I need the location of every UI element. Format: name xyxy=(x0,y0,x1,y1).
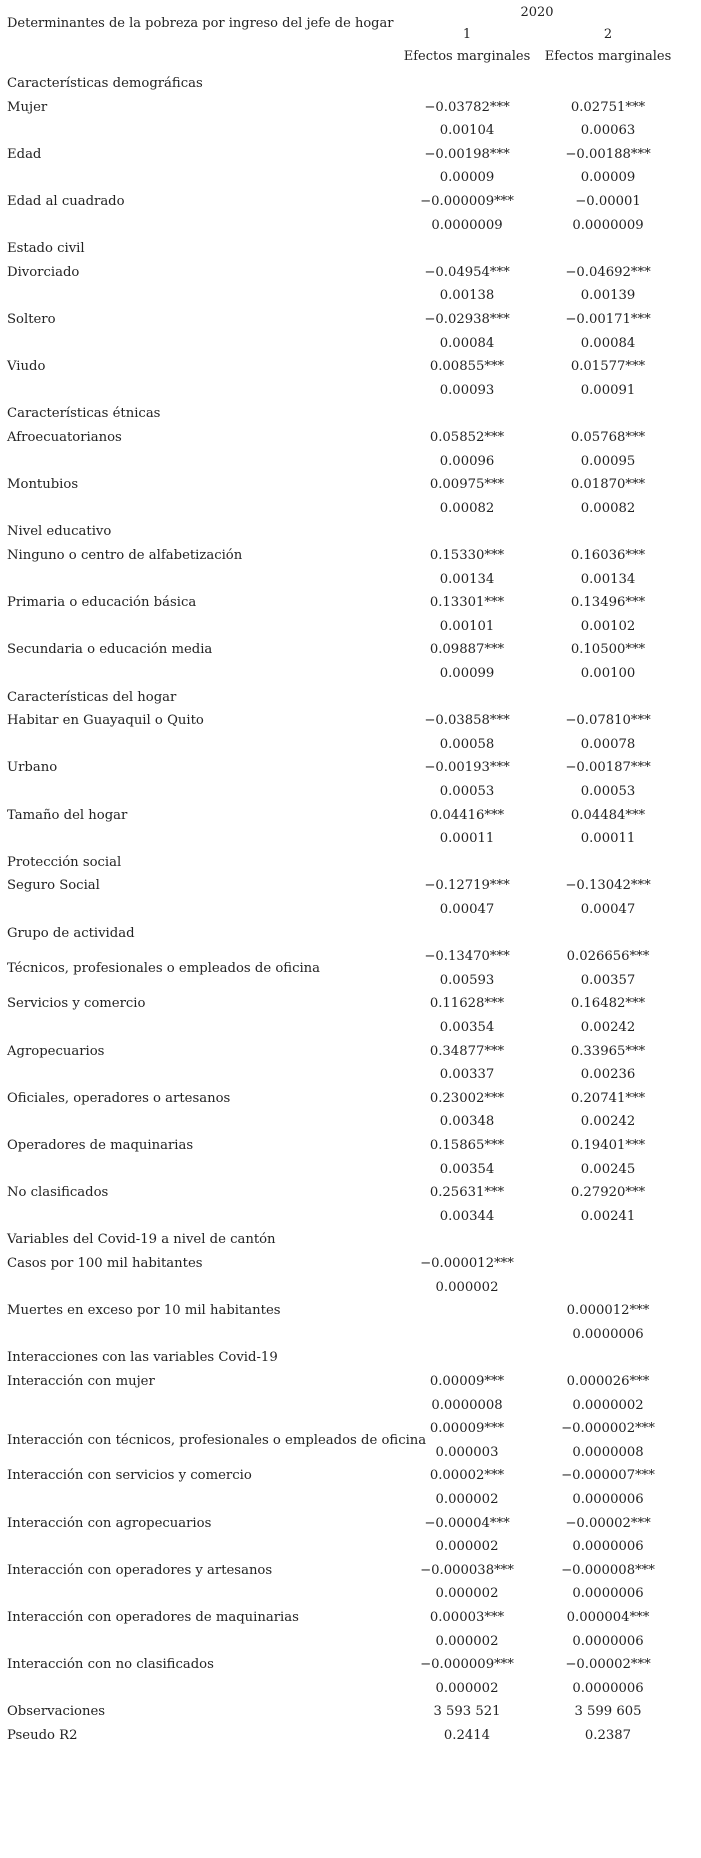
stderr-col2: 0.0000006 xyxy=(572,1633,644,1649)
stderr-col1: 0.0000008 xyxy=(431,1397,503,1413)
stderr-col1: 0.00138 xyxy=(439,288,495,304)
coef-col1: 0.00002*** xyxy=(429,1468,505,1484)
stderr-col1: 0.00354 xyxy=(439,1020,495,1035)
stderr-col1: 0.00058 xyxy=(439,736,495,752)
section-heading: Interacciones con las variables Covid-19 xyxy=(7,1350,278,1366)
coef-col2: 0.000012*** xyxy=(566,1303,650,1319)
stderr-col1: 0.000002 xyxy=(435,1586,499,1602)
summary-label: Pseudo R2 xyxy=(7,1728,78,1743)
coef-col2: −0.00002*** xyxy=(565,1515,651,1531)
stderr-col1: 0.00104 xyxy=(439,123,495,139)
stderr-col1: 0.00047 xyxy=(439,902,495,917)
variable-label: Agropecuarios xyxy=(7,1043,105,1059)
stderr-col2: 0.00091 xyxy=(580,382,636,398)
coef-col2: 0.000004*** xyxy=(566,1610,650,1625)
stderr-col2: 0.00082 xyxy=(580,500,636,516)
summary-col1: 3 593 521 xyxy=(433,1704,501,1720)
variable-label: Soltero xyxy=(7,312,56,327)
stderr-col1: 0.00011 xyxy=(439,831,495,847)
variable-label: Casos por 100 mil habitantes xyxy=(7,1256,203,1271)
summary-col1: 0.2414 xyxy=(443,1728,491,1743)
coef-col1: −0.000012*** xyxy=(420,1256,514,1271)
coef-col1: 0.00855*** xyxy=(429,359,505,375)
stderr-col2: 0.00242 xyxy=(580,1020,636,1035)
stderr-col2: 0.00139 xyxy=(580,288,636,304)
coef-col1: −0.00198*** xyxy=(424,146,510,162)
variable-label: Urbano xyxy=(7,760,58,776)
coef-col1: −0.00004*** xyxy=(424,1515,510,1531)
coef-col2: −0.000007*** xyxy=(561,1468,655,1484)
stderr-col2: 0.00134 xyxy=(580,571,636,587)
stderr-col2: 0.00241 xyxy=(580,1208,636,1224)
variable-label: Montubios xyxy=(7,477,79,493)
coef-col1: 0.23002*** xyxy=(429,1090,505,1106)
coef-col2: −0.000008*** xyxy=(561,1562,655,1578)
stderr-col1: 0.00009 xyxy=(439,170,495,186)
stderr-col2: 0.00100 xyxy=(580,666,636,681)
stderr-col2: 0.00245 xyxy=(580,1161,636,1177)
stderr-col2: 0.00063 xyxy=(580,123,636,139)
coef-col1: 0.04416*** xyxy=(429,807,505,823)
variable-label: Tamaño del hogar xyxy=(7,807,128,823)
stderr-col1: 0.000002 xyxy=(435,1279,499,1295)
coef-col1: 0.34877*** xyxy=(429,1043,505,1059)
variable-label: Oficiales, operadores o artesanos xyxy=(7,1090,231,1106)
variable-label: Seguro Social xyxy=(7,878,100,894)
stderr-col1: 0.00099 xyxy=(439,666,495,681)
stderr-col2: 0.0000006 xyxy=(572,1539,644,1555)
stderr-col2: 0.0000006 xyxy=(572,1680,644,1696)
stderr-col1: 0.000003 xyxy=(435,1444,499,1460)
coef-col1: 0.05852*** xyxy=(429,430,505,445)
variable-label: Servicios y comercio xyxy=(7,996,146,1012)
stderr-col2: 0.0000006 xyxy=(572,1492,644,1507)
stderr-col1: 0.00084 xyxy=(439,335,495,351)
coef-col2: −0.00187*** xyxy=(565,760,651,776)
section-heading: Protección social xyxy=(7,854,122,870)
coef-col2: 0.16482*** xyxy=(570,996,646,1012)
variable-label: Edad al cuadrado xyxy=(7,194,125,209)
section-heading: Estado civil xyxy=(7,241,85,257)
coef-col1: 0.25631*** xyxy=(429,1185,505,1201)
variable-label: Técnicos, profesionales o empleados de oficina xyxy=(7,961,321,976)
coef-col2: −0.00171*** xyxy=(565,312,651,327)
stderr-col2: 0.00102 xyxy=(580,618,636,634)
coef-col2: 0.13496*** xyxy=(570,595,646,611)
coef-col2: −0.04692*** xyxy=(565,264,651,280)
variable-label: Interacción con técnicos, profesionales o empleados de oficina xyxy=(7,1433,427,1448)
stderr-col2: 0.0000006 xyxy=(572,1326,644,1342)
stderr-col1: 0.000002 xyxy=(435,1633,499,1649)
col2-label: Efectos marginales xyxy=(544,49,672,64)
coef-col1: −0.13470*** xyxy=(424,949,510,965)
stderr-col2: 0.00053 xyxy=(580,784,636,799)
coef-col2: −0.00002*** xyxy=(565,1657,651,1673)
variable-label: Divorciado xyxy=(7,264,80,280)
coef-col1: −0.000038*** xyxy=(420,1562,514,1578)
coef-col2: −0.00188*** xyxy=(565,146,651,162)
stderr-col1: 0.00101 xyxy=(439,618,495,634)
coef-col1: 0.00975*** xyxy=(429,477,505,493)
coef-col1: 0.11628*** xyxy=(429,996,505,1012)
variable-label: Mujer xyxy=(7,99,48,115)
variable-label: Primaria o educación básica xyxy=(7,595,197,611)
stderr-col1: 0.00337 xyxy=(439,1067,495,1083)
section-heading: Características demográficas xyxy=(7,76,203,91)
stderr-col1: 0.000002 xyxy=(435,1492,499,1507)
stderr-col2: 0.00084 xyxy=(580,335,636,351)
stderr-col2: 0.00078 xyxy=(580,736,636,752)
coef-col2: 0.27920*** xyxy=(570,1185,646,1201)
col2-number: 2 xyxy=(603,27,613,42)
section-heading: Grupo de actividad xyxy=(7,925,135,941)
stderr-col1: 0.00082 xyxy=(439,500,495,516)
table-title: Determinantes de la pobreza por ingreso del jefe de hogar xyxy=(7,16,394,31)
section-heading: Características étnicas xyxy=(7,406,161,422)
stderr-col2: 0.00357 xyxy=(580,972,636,988)
stderr-col1: 0.00344 xyxy=(439,1208,495,1224)
coef-col2: 0.33965*** xyxy=(570,1043,646,1059)
coef-col2: 0.10500*** xyxy=(570,642,646,658)
coef-col1: 0.13301*** xyxy=(429,595,505,611)
stderr-col2: 0.00236 xyxy=(580,1067,636,1083)
coef-col2: −0.00001 xyxy=(575,194,641,209)
stderr-col1: 0.000002 xyxy=(435,1539,499,1555)
variable-label: Interacción con mujer xyxy=(7,1374,155,1389)
coef-col2: 0.01870*** xyxy=(570,477,646,493)
summary-col2: 0.2387 xyxy=(584,1728,632,1743)
stderr-col1: 0.00093 xyxy=(439,382,495,398)
coef-col2: 0.000026*** xyxy=(566,1374,650,1389)
variable-label: Interacción con operadores de maquinarias xyxy=(7,1610,299,1625)
stderr-col1: 0.00134 xyxy=(439,571,495,587)
stderr-col2: 0.00242 xyxy=(580,1114,636,1130)
summary-label: Observaciones xyxy=(7,1704,106,1720)
stderr-col1: 0.00593 xyxy=(439,972,495,988)
variable-label: Muertes en exceso por 10 mil habitantes xyxy=(7,1303,281,1319)
stderr-col2: 0.0000008 xyxy=(572,1444,644,1460)
coef-col1: −0.12719*** xyxy=(424,878,510,894)
section-heading: Variables del Covid-19 a nivel de cantón xyxy=(7,1232,276,1248)
coef-col2: 0.026656*** xyxy=(566,949,650,965)
coef-col1: −0.02938*** xyxy=(424,312,510,327)
stderr-col2: 0.0000002 xyxy=(572,1397,644,1413)
variable-label: No clasificados xyxy=(7,1185,109,1201)
coef-col1: 0.00009*** xyxy=(429,1374,505,1389)
stderr-col1: 0.000002 xyxy=(435,1680,499,1696)
stderr-col2: 0.0000009 xyxy=(572,217,644,233)
stderr-col2: 0.0000006 xyxy=(572,1586,644,1602)
variable-label: Edad xyxy=(7,146,42,162)
section-heading: Nivel educativo xyxy=(7,524,112,540)
coef-col2: 0.05768*** xyxy=(570,430,646,445)
variable-label: Interacción con agropecuarios xyxy=(7,1515,212,1531)
variable-label: Interacción con servicios y comercio xyxy=(7,1468,252,1484)
coef-col1: −0.000009*** xyxy=(420,194,514,209)
year-header: 2020 xyxy=(520,5,554,20)
coef-col1: 0.15865*** xyxy=(429,1138,505,1153)
section-heading: Características del hogar xyxy=(7,689,177,705)
coef-col2: 0.19401*** xyxy=(570,1138,646,1153)
coef-col2: −0.07810*** xyxy=(565,713,651,729)
coef-col1: −0.04954*** xyxy=(424,264,510,280)
coef-col1: 0.15330*** xyxy=(429,548,505,563)
coef-col1: −0.00193*** xyxy=(424,760,510,776)
coef-col1: 0.00009*** xyxy=(429,1421,505,1437)
coef-col1: −0.000009*** xyxy=(420,1657,514,1673)
coef-col1: −0.03858*** xyxy=(424,713,510,729)
variable-label: Interacción con no clasificados xyxy=(7,1657,214,1673)
coef-col2: 0.01577*** xyxy=(570,359,646,375)
variable-label: Operadores de maquinarias xyxy=(7,1138,194,1153)
coef-col2: 0.04484*** xyxy=(570,807,646,823)
coef-col1: 0.00003*** xyxy=(429,1610,505,1625)
variable-label: Afroecuatorianos xyxy=(7,430,122,445)
variable-label: Ninguno o centro de alfabetización xyxy=(7,548,243,563)
stderr-col1: 0.00053 xyxy=(439,784,495,799)
coef-col2: 0.16036*** xyxy=(570,548,646,563)
stderr-col2: 0.00047 xyxy=(580,902,636,917)
stderr-col2: 0.00011 xyxy=(580,831,636,847)
stderr-col1: 0.00348 xyxy=(439,1114,495,1130)
coef-col2: −0.000002*** xyxy=(561,1421,655,1437)
variable-label: Viudo xyxy=(7,359,46,375)
variable-label: Habitar en Guayaquil o Quito xyxy=(7,713,204,729)
col1-label: Efectos marginales xyxy=(403,49,531,64)
variable-label: Secundaria o educación media xyxy=(7,642,213,658)
coef-col2: 0.20741*** xyxy=(570,1090,646,1106)
stderr-col2: 0.00009 xyxy=(580,170,636,186)
variable-label: Interacción con operadores y artesanos xyxy=(7,1562,273,1578)
stderr-col1: 0.0000009 xyxy=(431,217,503,233)
coef-col1: −0.03782*** xyxy=(424,99,510,115)
coef-col2: 0.02751*** xyxy=(570,99,646,115)
stderr-col1: 0.00354 xyxy=(439,1161,495,1177)
stderr-col1: 0.00096 xyxy=(439,453,495,469)
coef-col1: 0.09887*** xyxy=(429,642,505,658)
col1-number: 1 xyxy=(462,27,472,42)
coef-col2: −0.13042*** xyxy=(565,878,651,894)
stderr-col2: 0.00095 xyxy=(580,453,636,469)
summary-col2: 3 599 605 xyxy=(574,1704,642,1720)
